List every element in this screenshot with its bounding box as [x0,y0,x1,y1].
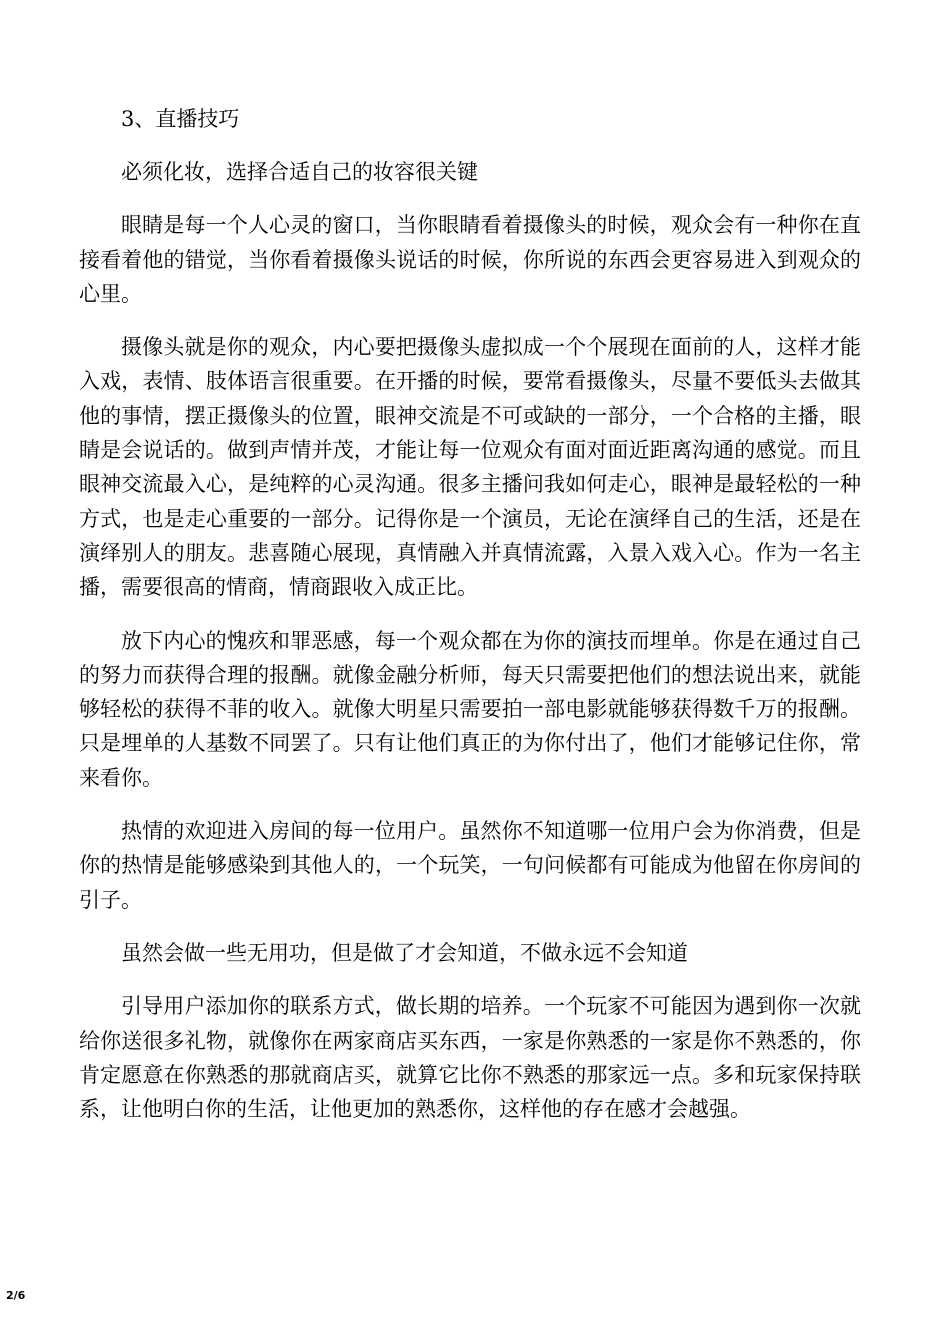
paragraph-eyes: 眼睛是每一个人心灵的窗口，当你眼睛看着摄像头的时候，观众会有一种你在直接看着他的错觉，当你看着摄像头说话的时候，你所说的东西会更容易进入到观众的心里。 [79,213,861,306]
paragraph-makeup: 必须化妆，选择合适自己的妆容很关键 [121,160,478,184]
paragraph-welcome: 热情的欢迎进入房间的每一位用户。虽然你不知道哪一位用户会为你消费，但是你的热情是能够感染到其他人的，一个玩笑，一句问候都有可能成为他留在你房间的引子。 [79,819,861,912]
document-page [79,102,861,1145]
paragraph-effort: 虽然会做一些无用功，但是做了才会知道，不做永远不会知道 [121,940,688,965]
section-heading: 3、直播技巧 [121,107,240,131]
paragraph-camera: 摄像头就是你的观众，内心要把摄像头虚拟成一个个展现在面前的人，这样才能入戏，表情、肢体语言很重要。在开播的时候，要常看摄像头，尽量不要低头去做其他的事情，摆正摄像头的位置，眼神交流是不可或缺的一部分，一个合格的主播，眼睛是会说话的。做到声情并茂，才能让每一位观众有面对面近距离沟通的感觉。而且眼神交流最入心，是纯粹的心灵沟通。很多主播问我如何走心，眼神是最轻松的一种方式，也是走心重要的一部分。记得你是一个演员，无论在演绎自己的生活，还是在演绎别人的朋友。悲喜随心展现，真情融入并真情流露，入景入戏入心。作为一名主播，需要很高的情商，情商跟收入成正比。 [79,335,861,600]
paragraph-contact: 引导用户添加你的联系方式，做长期的培养。一个玩家不可能因为遇到你一次就给你送很多礼物，就像你在两家商店买东西，一家是你熟悉的一家是你不熟悉的，你肯定愿意在你熟悉的那就商店买，就算它比你不熟悉的那家远一点。多和玩家保持联系，让他明白你的生活，让他更加的熟悉你，这样他的存在感才会越强。 [79,994,861,1122]
page-number: 2/6 [6,1289,26,1302]
paragraph-guilt: 放下内心的愧疚和罪恶感，每一个观众都在为你的演技而埋单。你是在通过自己的努力而获得合理的报酬。就像金融分析师，每天只需要把他们的想法说出来，就能够轻松的获得不菲的收入。就像大明星只需要拍一部电影就能够获得数千万的报酬。只是埋单的人基数不同罢了。只有让他们真正的为你付出了，他们才能够记住你，常来看你。 [79,628,861,790]
